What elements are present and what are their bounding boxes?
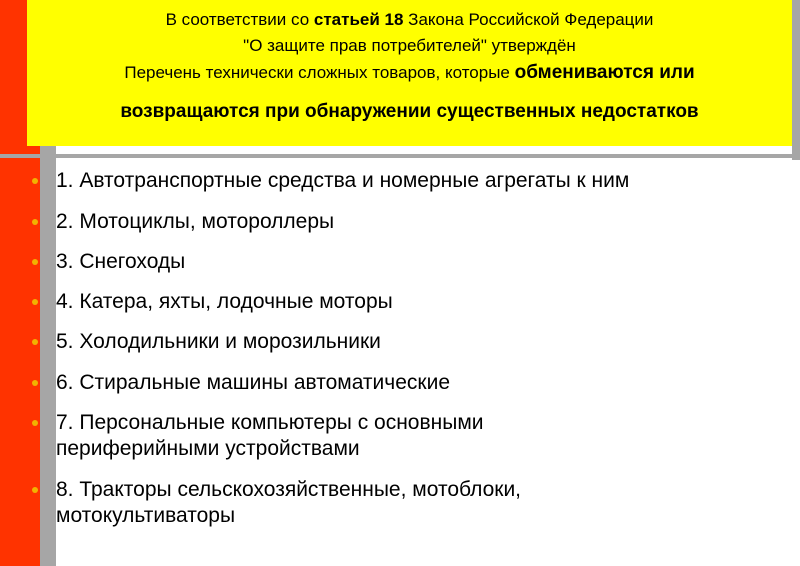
list-item-text: 8. Тракторы сельскохозяйственные, мотоблоки, xyxy=(56,478,522,501)
list-item-text: 3. Снегоходы xyxy=(56,250,186,273)
bullet-icon xyxy=(32,420,38,426)
list-item-text: 4. Катера, яхты, лодочные моторы xyxy=(56,290,393,313)
header-bold-text: статьей 18 xyxy=(313,10,404,29)
right-gray-bar xyxy=(792,0,800,160)
bullet-icon xyxy=(32,259,38,265)
bullet-icon xyxy=(32,219,38,225)
header-line-4: возвращаются при обнаружении существенных недостатков xyxy=(120,101,699,122)
list-item-text: 2. Мотоциклы, мотороллеры xyxy=(56,210,335,233)
list-item xyxy=(56,289,776,315)
divider xyxy=(0,154,800,158)
bullet-icon xyxy=(32,178,38,184)
list-item xyxy=(56,168,776,194)
bullet-icon xyxy=(32,299,38,305)
header-line-3 xyxy=(27,62,792,84)
header-bold-text: обмениваются или xyxy=(514,62,695,83)
list-item-text: 5. Холодильники и морозильники xyxy=(56,330,381,353)
list-item-text: 7. Персональные компьютеры с основными xyxy=(56,411,484,434)
list-item xyxy=(56,329,776,355)
bullet-icon xyxy=(32,487,38,493)
list-item xyxy=(56,477,776,529)
bullet-icon xyxy=(32,380,38,386)
header-text: Перечень технически сложных товаров, которые xyxy=(124,63,515,82)
header-box xyxy=(27,0,792,146)
header-line-2: "О защите прав потребителей" утверждён xyxy=(243,36,576,55)
bullet-icon xyxy=(32,339,38,345)
list-item-text: периферийными устройствами xyxy=(56,437,360,460)
header-text: Закона Российской Федерации xyxy=(403,10,654,29)
header-line-1 xyxy=(27,10,792,30)
header-text: В соответствии со xyxy=(165,10,314,29)
list-item xyxy=(56,370,776,396)
list-item-text: 6. Стиральные машины автоматические xyxy=(56,371,450,394)
list-item xyxy=(56,410,776,462)
list-item xyxy=(56,209,776,235)
list-item-text: мотокультиваторы xyxy=(56,504,236,527)
list-item xyxy=(56,249,776,275)
list-item-text: 1. Автотранспортные средства и номерные агрегаты к ним xyxy=(56,169,630,192)
